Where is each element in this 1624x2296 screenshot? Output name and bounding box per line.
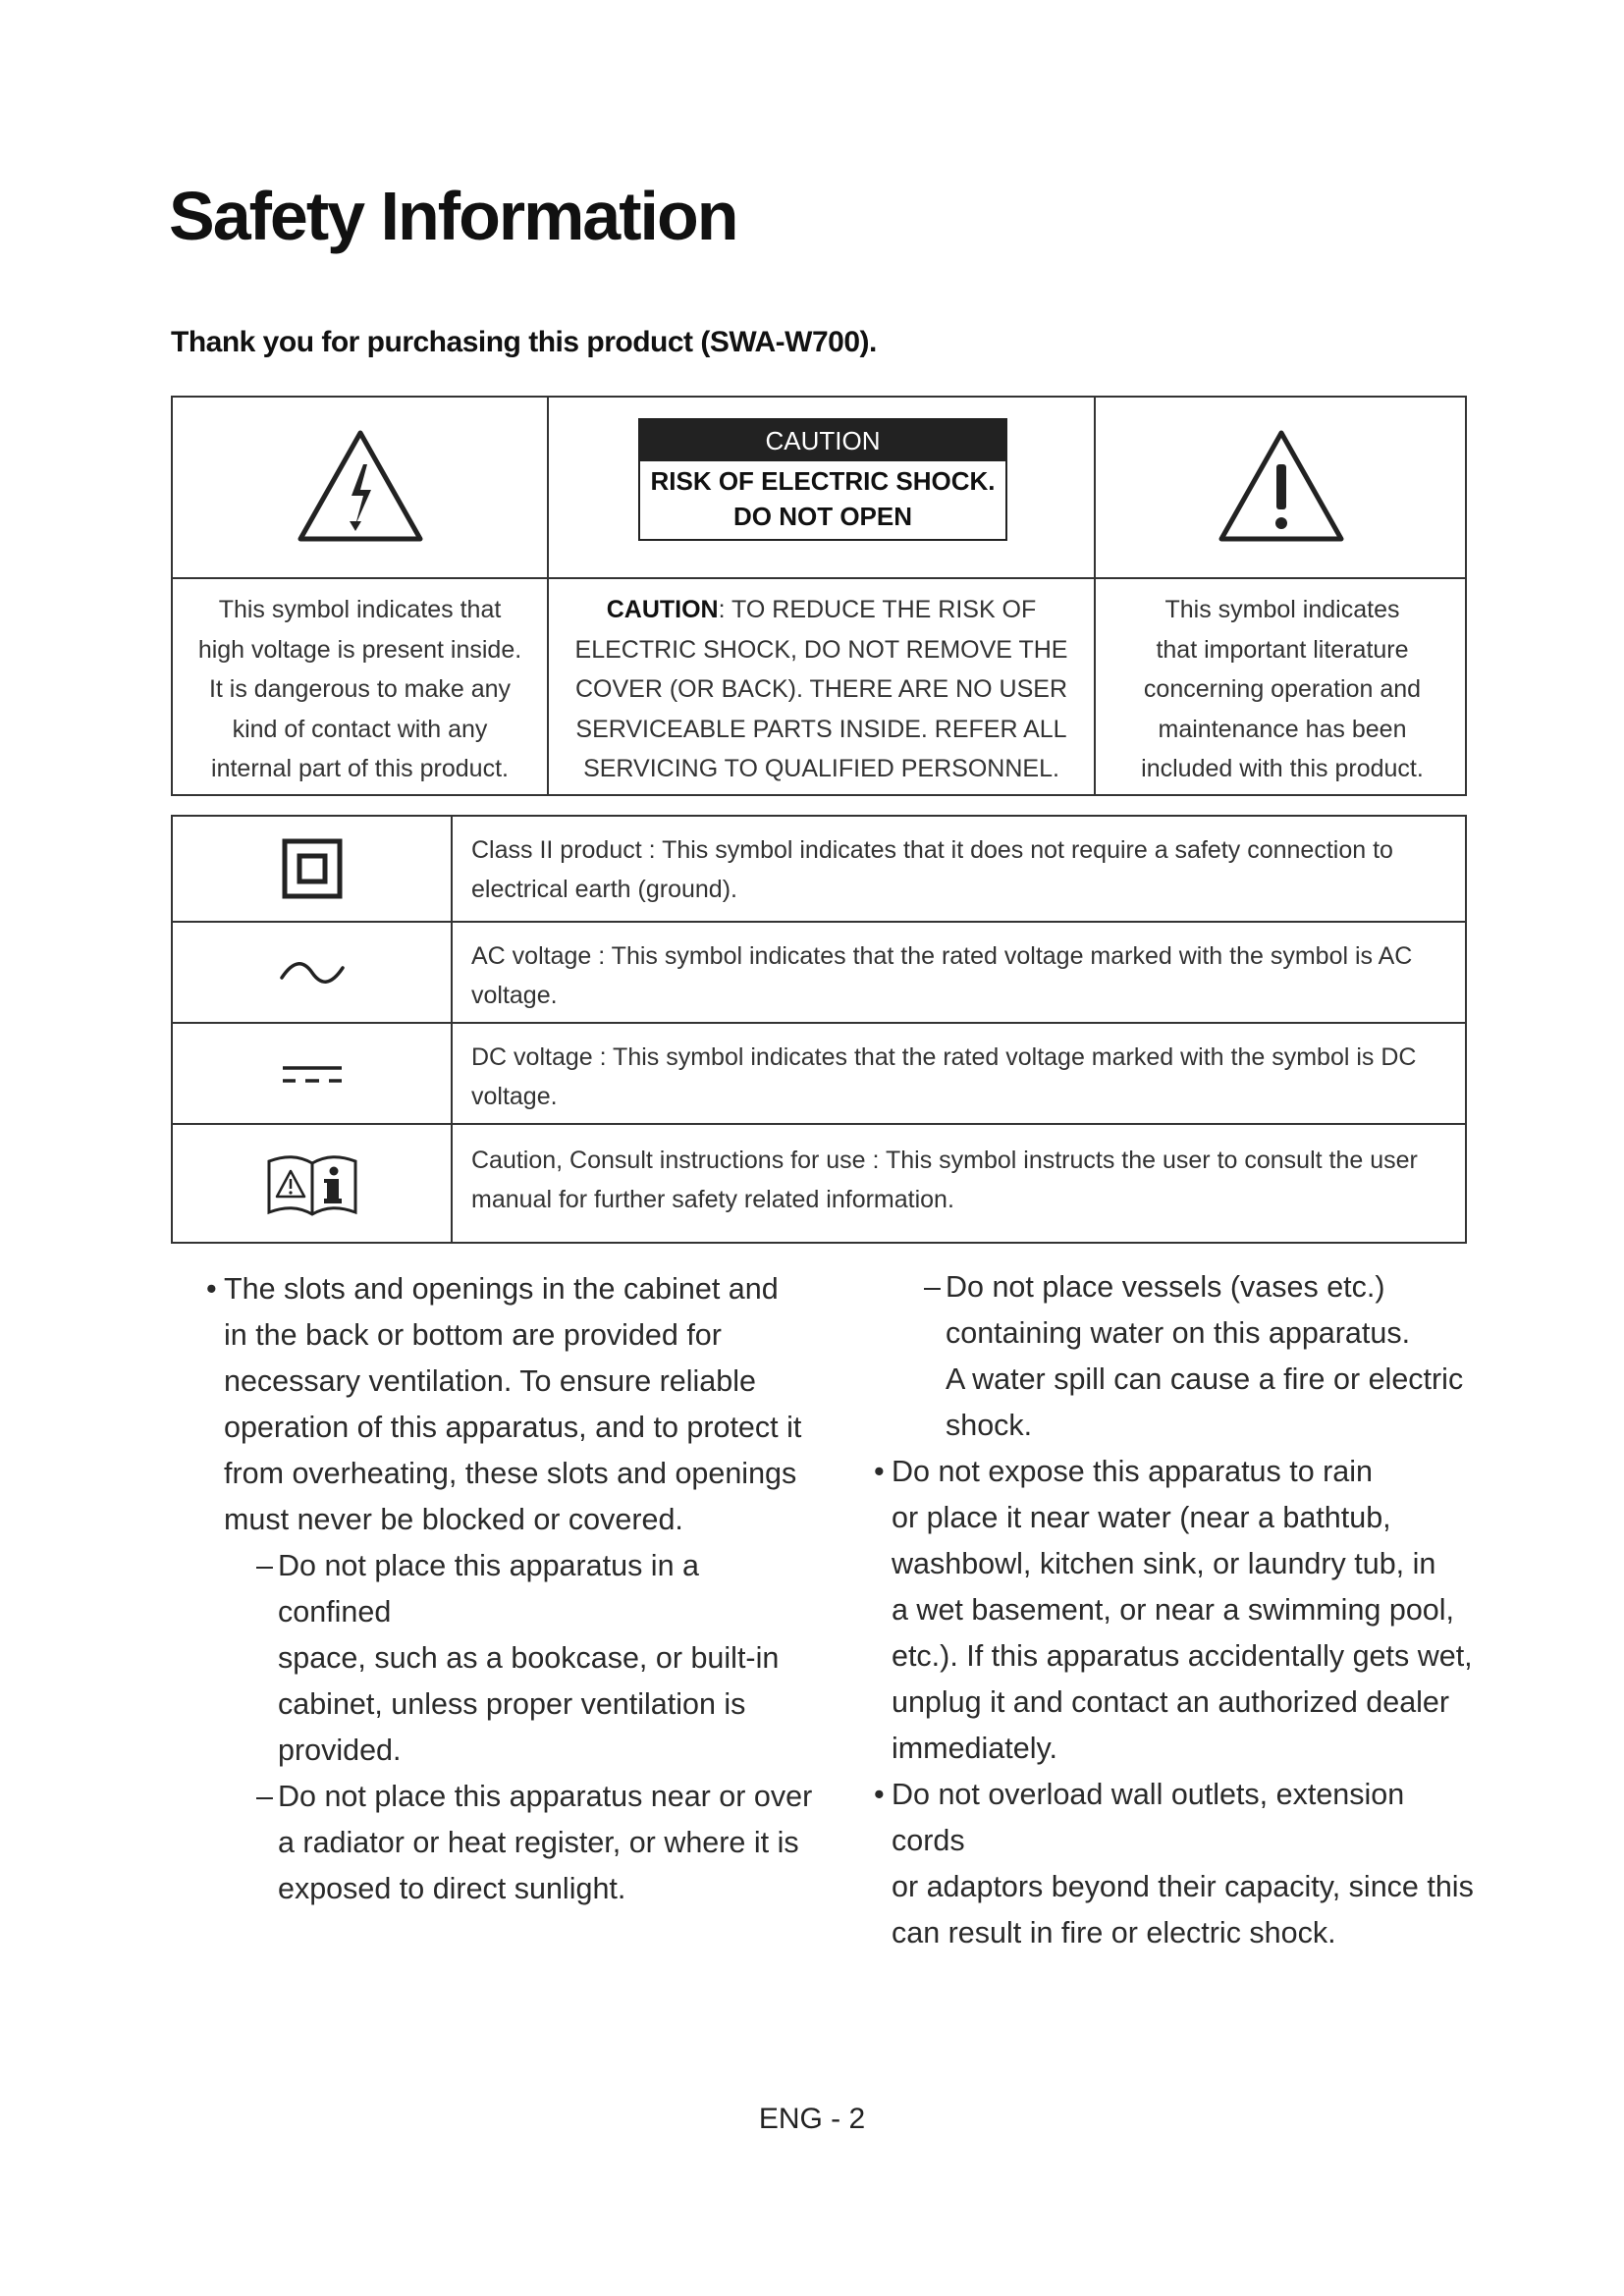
bullet-marker: • (874, 1455, 885, 1488)
class-ii-description (471, 830, 1441, 909)
dash-vessels (924, 1264, 1481, 1449)
bullet-marker: • (874, 1778, 885, 1811)
class-ii-double-square-icon (282, 838, 343, 899)
text-line: a radiator or heat register, or where it is (278, 1826, 799, 1859)
exclamation-warning-icon (1216, 427, 1347, 547)
high-voltage-description (173, 590, 547, 789)
text-line: included with this product. (1141, 755, 1424, 782)
text-line: that important literature (1156, 635, 1409, 664)
caution-col-right (1096, 398, 1469, 794)
text-line: Do not place this apparatus near or over (278, 1780, 813, 1813)
text-line: cabinet, unless proper ventilation is (278, 1687, 746, 1721)
text-line: internal part of this product. (211, 755, 509, 782)
text-line: The slots and openings in the cabinet and (224, 1272, 779, 1306)
text-line: concerning operation and (1143, 675, 1422, 703)
text-line: It is dangerous to make any (208, 675, 512, 703)
intro-text: Thank you for purchasing this product (SWA-W700). (171, 326, 877, 358)
caution-table (171, 396, 1467, 796)
text-line: or place it near water (near a bathtub, (892, 1501, 1391, 1534)
text-line: AC voltage : This symbol indicates that the rated voltage marked with the symbol is AC (471, 942, 1413, 970)
text-line: This symbol indicates that (218, 596, 502, 623)
ac-voltage-icon (278, 958, 347, 988)
text-line: shock. (946, 1409, 1033, 1442)
text-line: immediately. (892, 1732, 1057, 1765)
text-line: voltage. (471, 982, 558, 1009)
dash-marker: – (256, 1780, 273, 1813)
text-line: manual for further safety related information. (471, 1186, 954, 1213)
caution-col-left (173, 398, 547, 794)
text-line: unplug it and contact an authorized dealer (892, 1685, 1450, 1719)
text-line: SERVICEABLE PARTS INSIDE. REFER ALL (575, 715, 1067, 743)
text-line: operation of this apparatus, and to protect it (224, 1411, 802, 1444)
symbol-row-consult-manual (173, 1125, 1465, 1246)
text-line: Do not overload wall outlets, extension cords (892, 1778, 1405, 1857)
literature-description (1096, 590, 1469, 789)
bullet-rain (874, 1449, 1481, 1772)
text-line: voltage. (471, 1083, 558, 1110)
text-line: This symbol indicates (1164, 596, 1400, 623)
caution-line1-rest: : TO REDUCE THE RISK OF (718, 596, 1037, 623)
text-line: Do not place vessels (vases etc.) (946, 1270, 1385, 1304)
text-line: etc.). If this apparatus accidentally gets wet, (892, 1639, 1473, 1673)
text-line: Class II product : This symbol indicates that it does not require a safety connection to (471, 836, 1393, 864)
dash-confined-space (256, 1543, 813, 1774)
text-line: in the back or bottom are provided for (224, 1318, 722, 1352)
caution-description (549, 590, 1094, 789)
text-line: A water spill can cause a fire or electric (946, 1362, 1464, 1396)
consult-manual-icon (265, 1153, 359, 1218)
text-line: exposed to direct sunlight. (278, 1872, 626, 1905)
caution-label-box (638, 418, 1007, 541)
dc-voltage-description (471, 1038, 1441, 1116)
text-line: space, such as a bookcase, or built-in (278, 1641, 780, 1675)
text-line: DC voltage : This symbol indicates that the rated voltage marked with the symbol is DC (471, 1043, 1417, 1071)
text-line: maintenance has been (1158, 715, 1407, 743)
dash-radiator (256, 1774, 813, 1912)
text-line: provided. (278, 1734, 402, 1767)
symbol-row-dc (173, 1024, 1465, 1123)
text-line: containing water on this apparatus. (946, 1316, 1411, 1350)
dc-voltage-icon (281, 1059, 344, 1089)
caution-header: CAUTION (640, 420, 1005, 461)
caution-box-line1: RISK OF ELECTRIC SHOCK. (650, 466, 996, 496)
symbol-row-ac (173, 923, 1465, 1022)
bullet-ventilation (206, 1266, 813, 1543)
page-title: Safety Information (169, 178, 737, 254)
caution-box-line2: DO NOT OPEN (732, 502, 912, 531)
text-line: Do not place this apparatus in a confined (278, 1549, 699, 1629)
page-number: ENG - 2 (758, 2103, 866, 2135)
ac-voltage-description (471, 936, 1441, 1015)
text-line: a wet basement, or near a swimming pool, (892, 1593, 1454, 1627)
high-voltage-warning-icon (295, 427, 426, 547)
bullet-overload (874, 1772, 1481, 1956)
text-line: kind of contact with any (232, 715, 488, 743)
left-column (206, 1266, 813, 1912)
caution-bold-label: CAUTION (606, 596, 719, 623)
text-line: or adaptors beyond their capacity, since this (892, 1870, 1474, 1903)
text-line: Caution, Consult instructions for use : This symbol instructs the user to consult the user (471, 1147, 1418, 1174)
symbol-table (171, 815, 1467, 1244)
text-line: washbowl, kitchen sink, or laundry tub, in (892, 1547, 1436, 1580)
text-line: high voltage is present inside. (197, 635, 522, 664)
caution-col-center (549, 398, 1094, 794)
text-line: SERVICING TO QUALIFIED PERSONNEL. (583, 755, 1059, 782)
text-line: necessary ventilation. To ensure reliable (224, 1364, 756, 1398)
text-line: electrical earth (ground). (471, 876, 737, 903)
text-line: ELECTRIC SHOCK, DO NOT REMOVE THE (574, 635, 1068, 664)
dash-marker: – (256, 1549, 273, 1582)
symbol-row-class-ii (173, 817, 1465, 921)
text-line: from overheating, these slots and openings (224, 1457, 797, 1490)
right-column (874, 1264, 1481, 1956)
text-line: COVER (OR BACK). THERE ARE NO USER (574, 675, 1067, 703)
dash-marker: – (924, 1270, 941, 1304)
text-line: can result in fire or electric shock. (892, 1916, 1336, 1949)
text-line: must never be blocked or covered. (224, 1503, 683, 1536)
text-line: Do not expose this apparatus to rain (892, 1455, 1373, 1488)
consult-manual-description (471, 1141, 1441, 1219)
bullet-marker: • (206, 1272, 217, 1306)
